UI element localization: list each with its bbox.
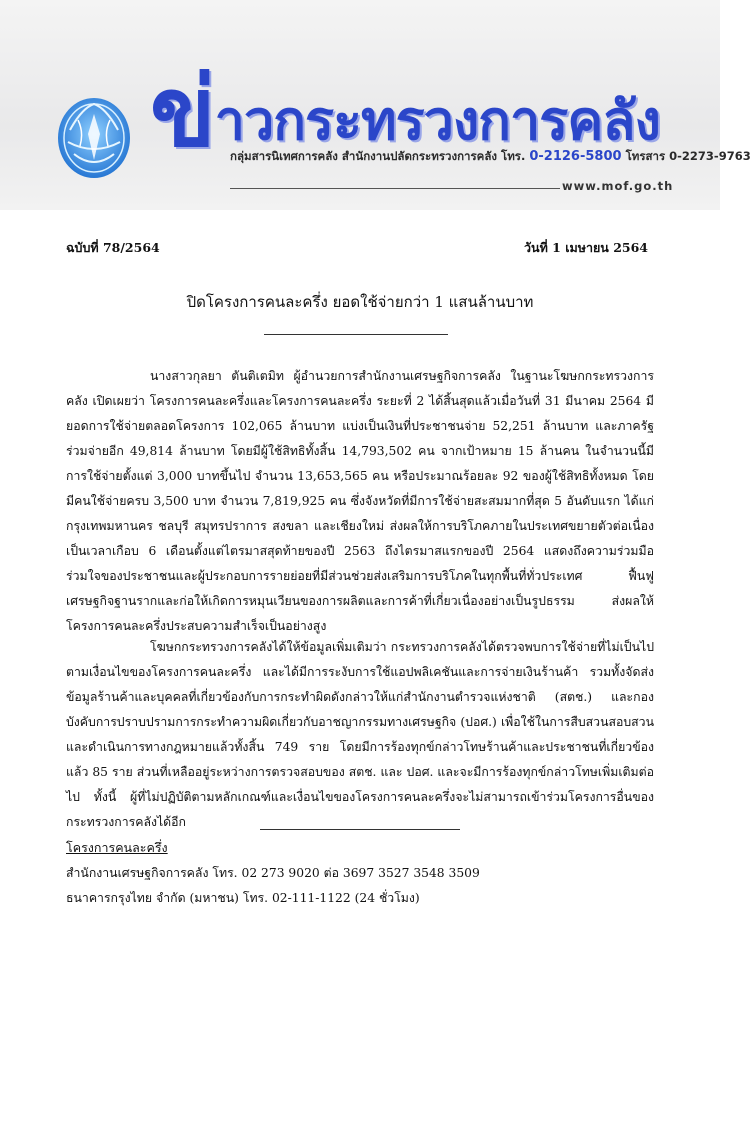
title-rest: าวกระทรวงการคลัง [214,89,660,152]
website-rule [230,188,560,189]
end-divider [260,829,460,830]
office-phone: 0-2126-5800 [529,149,622,164]
paragraph-1: นางสาวกุลยา ตันติเตมิท ผู้อำนวยการสำนักงานเศรษฐกิจการคลัง ในฐานะโฆษกกระทรวงการคลัง เปิดเผยว่า โครงการคนละครึ่งและโครงการคนละครึ่ง ระยะที่ 2 ได้สิ้นสุดแล้วเมื่อวันที่ 31 มีนาคม 2564 มียอดการใช้จ่ายตลอดโครงการ 102,065 ล้านบาท แบ่งเป็นเงินที่ประชาชนจ่าย 52,251 ล้านบาท และภาครัฐร่วมจ่ายอีก 49,814 ล้านบาท โดยมีผู้ใช้สิทธิทั้งสิ้น 14,793,502 คน จากเป้าหมาย 15 ล้านคน ในจำนวนนี้มีการใช้จ่ายตั้งแต่ 3,000 บาทขึ้นไป จำนวน 13,653,565 คน หรือประมาณร้อยละ 92 ของผู้ใช้สิทธิทั้งหมด โดยมีคนใช้จ่ายครบ 3,500 บาท จำนวน 7,819,925 คน ซึ่งจังหวัดที่มีการใช้จ่ายสะสมมากที่สุด 5 อันดับแรก ได้แก่ กรุงเทพมหานคร ชลบุรี สมุทรปราการ สงขลา และเชียงใหม่ ส่งผลให้การบริโภคภายในประเทศขยายตัวต่อเนื่องเป็นเวลาเกือบ 6 เดือนตั้งแต่ไตรมาสสุดท้ายของปี 2563 ถึงไตรมาสแรกของปี 2564 แสดงถึงความร่วมมือร่วมใจของประชาชนและผู้ประกอบการรายย่อยที่มีส่วนช่วยส่งเสริมการบริโภคในทุกพื้นที่ทั่วประเทศ ฟื้นฟูเศรษฐกิจฐานรากและก่อให้เกิดการหมุนเวียนของการผลิตและการค้าที่เกี่ยวเนื่องอย่างเป็นรูปธรรม ส่งผลให้โครงการคนละครึ่งประสบความสำเร็จเป็นอย่างสูง [66,369,654,633]
title-first-char: ข่ [150,56,215,168]
royal-emblem-icon [54,90,134,182]
contact-line-1: สำนักงานเศรษฐกิจการคลัง โทร. 02 273 9020 ต่อ 3697 3527 3548 3509 [66,866,480,880]
contact-title: โครงการคนละครึ่ง [66,840,168,855]
headline: ปิดโครงการคนละครึ่ง ยอดใช้จ่ายกว่า 1 แสนล้านบาท [186,293,534,311]
office-line [230,148,751,166]
issue-number: ฉบับที่ 78/2564 [66,240,160,255]
masthead-title [150,56,670,168]
website-link[interactable]: www.mof.go.th [562,179,674,193]
issue-date: วันที่ 1 เมษายน 2564 [524,240,648,255]
headline-divider [264,334,448,335]
office-text: กลุ่มสารนิเทศการคลัง สำนักงานปลัดกระทรวงการคลัง โทร. [230,149,526,163]
contact-line-2: ธนาคารกรุงไทย จำกัด (มหาชน) โทร. 02-111-1122 (24 ชั่วโมง) [66,891,420,905]
fax-text: โทรสาร 0-2273-9763 [625,149,751,163]
masthead [0,0,751,210]
paragraph-2: โฆษกกระทรวงการคลังได้ให้ข้อมูลเพิ่มเติมว่า กระทรวงการคลังได้ตรวจพบการใช้จ่ายที่ไม่เป็นไปตามเงื่อนไขของโครงการคนละครึ่ง และได้มีการระงับการใช้แอปพลิเคชันและการจ่ายเงินร้านค้า รวมทั้งจัดส่งข้อมูลร้านค้าและบุคคลที่เกี่ยวข้องกับการกระทำผิดดังกล่าวให้แก่สำนักงานตำรวจแห่งชาติ (สตช.) และกองบังคับการปราบปรามการกระทำความผิดเกี่ยวกับอาชญากรรมทางเศรษฐกิจ (ปอศ.) เพื่อใช้ในการสืบสวนสอบสวนและดำเนินการทางกฎหมายแล้วทั้งสิ้น 749 ราย โดยมีการร้องทุกข์กล่าวโทษร้านค้าและประชาชนที่เกี่ยวข้องแล้ว 85 ราย ส่วนที่เหลืออยู่ระหว่างการตรวจสอบของ สตช. และ ปอศ. และจะมีการร้องทุกข์กล่าวโทษเพิ่มเติมต่อไป ทั้งนี้ ผู้ที่ไม่ปฏิบัติตามหลักเกณฑ์และเงื่อนไขของโครงการคนละครึ่งจะไม่สามารถเข้าร่วมโครงการอื่นของกระทรวงการคลังได้อีก [66,640,654,829]
